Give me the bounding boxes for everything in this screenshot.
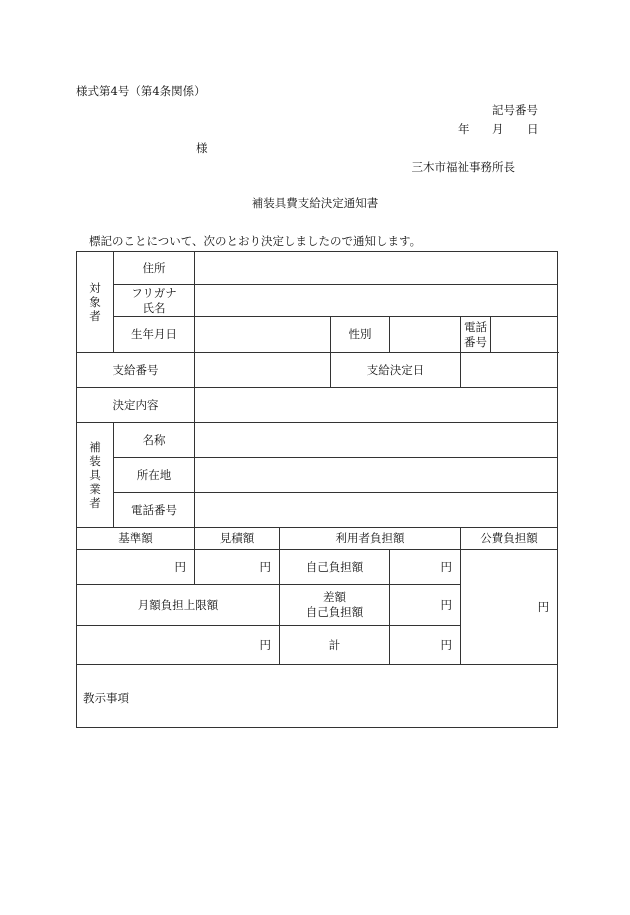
difference-self-burden-sublabel: 自己負担額 xyxy=(305,605,364,619)
total-field[interactable]: 円 xyxy=(390,626,461,665)
document-title: 補装具費支給決定通知書 xyxy=(251,196,379,210)
birthdate-label: 生年月日 xyxy=(114,317,195,353)
name-label xyxy=(114,285,195,317)
record-number-label: 記号番号 xyxy=(492,103,538,117)
vendor-location-label: 所在地 xyxy=(114,458,195,493)
sex-field[interactable] xyxy=(390,317,461,353)
instructions-label: 教示事項 xyxy=(83,691,129,705)
decision-content-field[interactable] xyxy=(195,388,558,423)
address-label: 住所 xyxy=(114,252,195,285)
phone-field[interactable] xyxy=(491,317,558,353)
full-name-label: 氏名 xyxy=(142,300,166,315)
public-burden-header: 公費負担額 xyxy=(461,528,558,550)
user-burden-header: 利用者負担額 xyxy=(280,528,461,550)
difference-self-burden-field[interactable]: 円 xyxy=(390,585,461,626)
vendor-section-label: 補装具業者 xyxy=(77,423,114,528)
self-burden-label: 自己負担額 xyxy=(280,550,390,585)
vendor-name-label: 名称 xyxy=(114,423,195,458)
recipient-honorific: 様 xyxy=(196,141,208,155)
address-field[interactable] xyxy=(195,252,558,285)
vendor-phone-label: 電話番号 xyxy=(114,493,195,528)
name-field[interactable] xyxy=(195,285,558,317)
form-number: 様式第4号（第4条関係） xyxy=(76,84,206,98)
difference-label: 差額 xyxy=(323,590,346,605)
self-burden-field[interactable]: 円 xyxy=(390,550,461,585)
vendor-name-field[interactable] xyxy=(195,423,558,458)
standard-amount-field[interactable]: 円 xyxy=(77,550,195,585)
furigana-label: フリガナ xyxy=(131,285,177,300)
birthdate-field[interactable] xyxy=(195,317,331,353)
vendor-phone-field[interactable] xyxy=(195,493,558,528)
payment-number-field[interactable] xyxy=(195,353,331,388)
public-burden-field[interactable]: 円 xyxy=(461,550,558,665)
standard-amount-header: 基準額 xyxy=(77,528,195,550)
intro-text: 標記のことについて、次のとおり決定しましたので通知します。 xyxy=(89,234,422,248)
date-year-label: 年 xyxy=(458,122,470,136)
monthly-cap-label: 月額負担上限額 xyxy=(77,585,280,626)
date-day-label: 日 xyxy=(527,122,539,136)
decision-content-label: 決定内容 xyxy=(77,388,195,423)
decision-form-table xyxy=(76,251,558,728)
total-label: 計 xyxy=(280,626,390,665)
sex-label: 性別 xyxy=(331,317,390,353)
payment-decision-date-label: 支給決定日 xyxy=(331,353,461,388)
vendor-location-field[interactable] xyxy=(195,458,558,493)
issuer-name: 三木市福祉事務所長 xyxy=(411,160,515,174)
monthly-cap-field[interactable]: 円 xyxy=(77,626,280,665)
payment-decision-date-field[interactable] xyxy=(461,353,558,388)
phone-label: 電話番号 xyxy=(461,317,491,353)
difference-self-burden-label xyxy=(280,585,390,626)
subject-section-label: 対象者 xyxy=(77,252,114,353)
estimate-amount-header: 見積額 xyxy=(195,528,280,550)
instructions-field[interactable] xyxy=(77,665,558,728)
date-month-label: 月 xyxy=(492,122,504,136)
payment-number-label: 支給番号 xyxy=(77,353,195,388)
estimate-amount-field[interactable]: 円 xyxy=(195,550,280,585)
